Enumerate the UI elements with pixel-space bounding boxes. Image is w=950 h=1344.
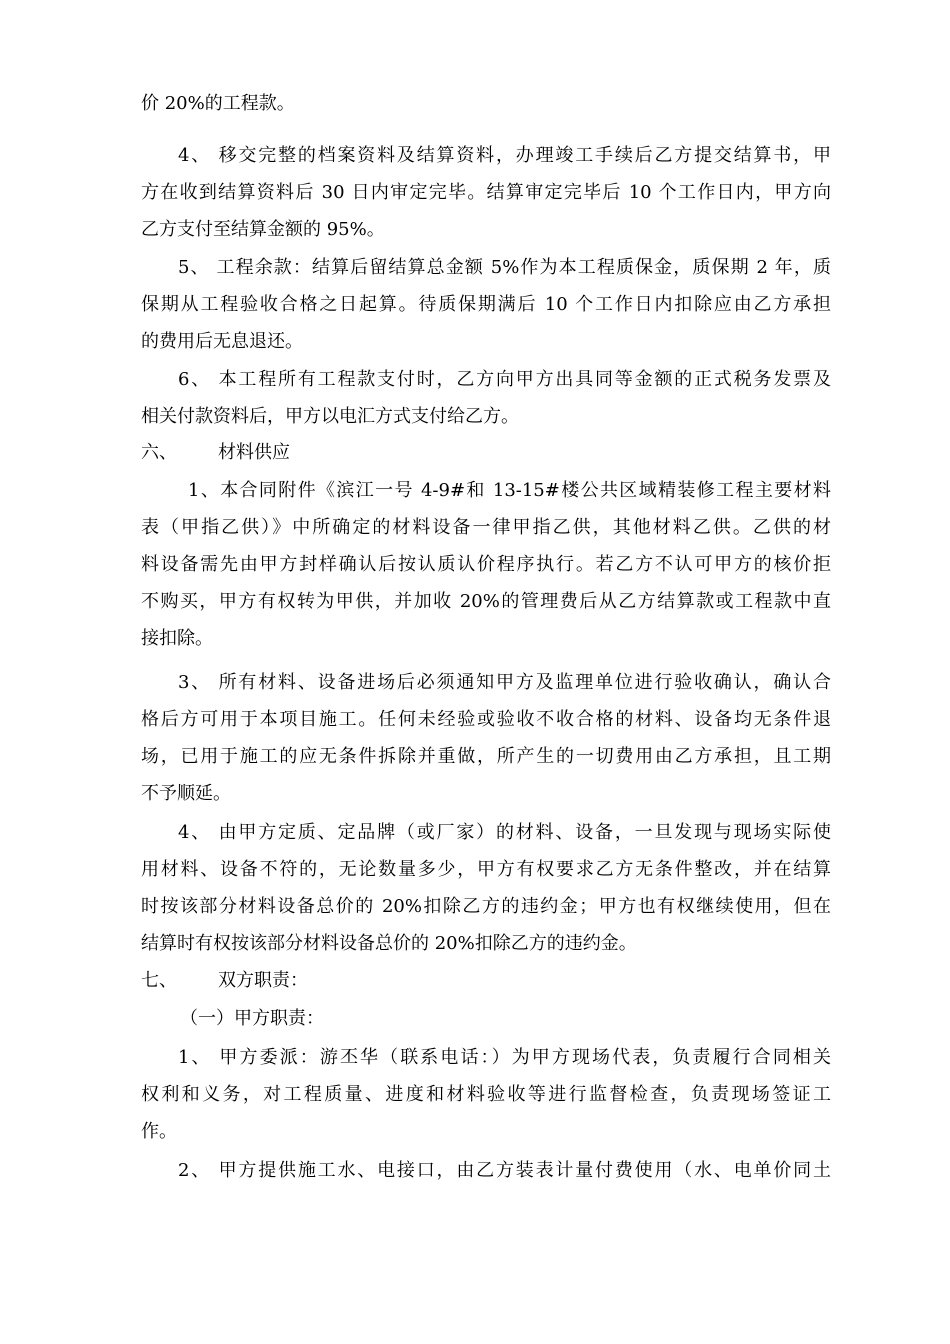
paragraph-line: 不予顺延。 [141, 783, 231, 804]
paragraph-line: 用材料、设备不符的，无论数量多少，甲方有权要求乙方无条件整改，并在结算 [141, 859, 831, 880]
paragraph-line: 3、 所有材料、设备进场后必须通知甲方及监理单位进行验收确认，确认合 [178, 672, 831, 693]
paragraph-line: 料设备需先由甲方封样确认后按认质认价程序执行。若乙方不认可甲方的核价拒 [141, 554, 831, 575]
section-title: 双方职责： [218, 970, 308, 991]
paragraph-line: 保期从工程验收合格之日起算。待质保期满后 10 个工作日内扣除应由乙方承担 [141, 294, 831, 315]
paragraph-line: 时按该部分材料设备总价的 20%扣除乙方的违约金；甲方也有权继续使用，但在 [141, 896, 831, 917]
paragraph-line: 接扣除。 [141, 628, 213, 649]
paragraph-line: 格后方可用于本项目施工。任何未经验或验收不收合格的材料、设备均无条件退 [141, 709, 831, 730]
paragraph-line: 作。 [141, 1121, 177, 1142]
paragraph-line: 表（甲指乙供）》中所确定的材料设备一律甲指乙供，其他材料乙供。乙供的材 [141, 517, 831, 538]
paragraph-line: 的费用后无息退还。 [141, 331, 303, 352]
paragraph-line: 相关付款资料后，甲方以电汇方式支付给乙方。 [141, 406, 519, 427]
paragraph-line: 1、本合同附件《滨江一号 4-9#和 13-15#楼公共区域精装修工程主要材料 [188, 480, 831, 501]
paragraph-line: 方在收到结算资料后 30 日内审定完毕。结算审定完毕后 10 个工作日内，甲方向 [141, 182, 831, 203]
paragraph-line: 乙方支付至结算金额的 95%。 [141, 219, 385, 240]
section-title: 材料供应 [218, 442, 290, 463]
paragraph-line: 5、 工程余款：结算后留结算总金额 5%作为本工程质保金，质保期 2 年，质 [178, 257, 831, 278]
paragraph-line: 场，已用于施工的应无条件拆除并重做，所产生的一切费用由乙方承担，且工期 [141, 746, 831, 767]
paragraph-line: 价 20%的工程款。 [141, 93, 295, 114]
paragraph-line: 权利和义务，对工程质量、进度和材料验收等进行监督检查，负责现场签证工 [141, 1084, 831, 1105]
paragraph-line: 6、 本工程所有工程款支付时，乙方向甲方出具同等金额的正式税务发票及 [178, 369, 831, 390]
paragraph-line: 4、 移交完整的档案资料及结算资料，办理竣工手续后乙方提交结算书，甲 [178, 145, 831, 166]
paragraph-line: 不购买，甲方有权转为甲供，并加收 20%的管理费后从乙方结算款或工程款中直 [141, 591, 831, 612]
paragraph-line: 2、 甲方提供施工水、电接口，由乙方装表计量付费使用（水、电单价同土 [178, 1160, 831, 1181]
paragraph-line: 结算时有权按该部分材料设备总价的 20%扣除乙方的违约金。 [141, 933, 637, 954]
section-number: 七、 [141, 970, 177, 991]
section-heading-seven [141, 970, 308, 992]
section-number: 六、 [141, 442, 177, 463]
section-heading-six [141, 442, 290, 464]
subsection-heading: （一）甲方职责： [180, 1008, 324, 1029]
paragraph-line: 4、 由甲方定质、定品牌（或厂家）的材料、设备，一旦发现与现场实际使 [178, 822, 831, 843]
paragraph-line: 1、 甲方委派：游丕华（联系电话：）为甲方现场代表，负责履行合同相关 [178, 1047, 831, 1068]
